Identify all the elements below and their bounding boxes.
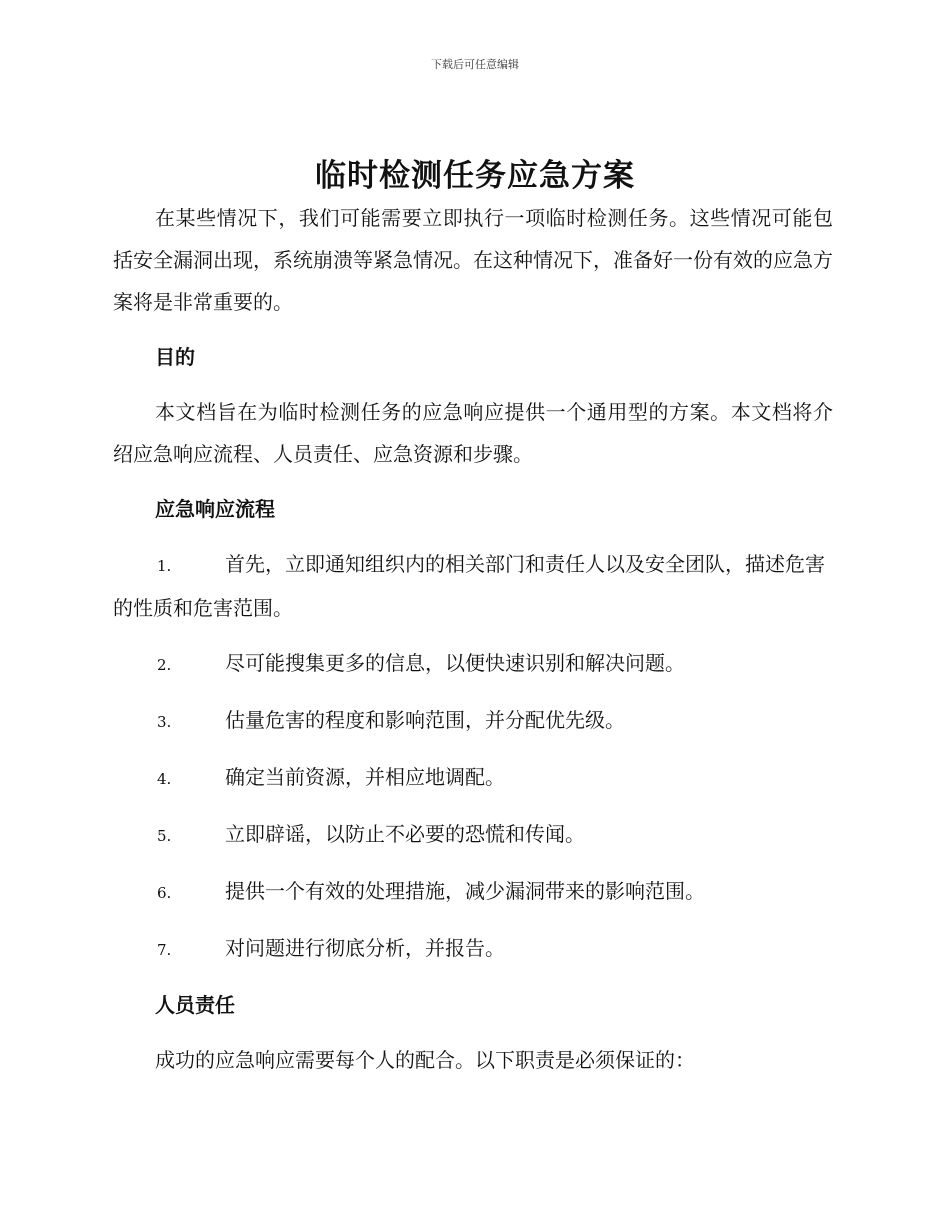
document-title: 临时检测任务应急方案: [315, 158, 635, 194]
section-heading-purpose: 目的: [155, 345, 195, 369]
list-item-number: 7.: [157, 941, 172, 959]
list-item-number: 5.: [157, 827, 172, 845]
list-item-text: 提供一个有效的处理措施，减少漏洞带来的影响范围。: [225, 879, 705, 903]
list-item-text: 立即辟谣，以防止不必要的恐慌和传闻。: [225, 822, 585, 846]
section-heading-responsibility: 人员责任: [155, 993, 235, 1017]
list-item: [113, 756, 833, 800]
list-item-number: 2.: [157, 656, 172, 674]
list-item-text: 确定当前资源，并相应地调配。: [225, 765, 505, 789]
list-item-text: 首先，立即通知组织内的相关部门和责任人以及安全团队，描述危害的性质和危害范围。: [113, 552, 825, 620]
purpose-paragraph: 本文档旨在为临时检测任务的应急响应提供一个通用型的方案。本文档将介绍应急响应流程、人员责任、应急资源和步骤。: [113, 400, 833, 466]
document-body: [113, 197, 833, 1081]
list-item: [113, 642, 833, 686]
list-item: [113, 813, 833, 857]
list-item-number: 3.: [157, 713, 172, 731]
list-item-text: 估量危害的程度和影响范围，并分配优先级。: [225, 708, 625, 732]
intro-paragraph: 在某些情况下，我们可能需要立即执行一项临时检测任务。这些情况可能包括安全漏洞出现，系统崩溃等紧急情况。在这种情况下，准备好一份有效的应急方案将是非常重要的。: [113, 206, 833, 314]
list-item-number: 1.: [157, 557, 172, 575]
process-list: [113, 543, 833, 971]
list-item: [113, 927, 833, 971]
list-item-number: 4.: [157, 770, 172, 788]
list-item-number: 6.: [157, 884, 172, 902]
section-heading-process: 应急响应流程: [155, 497, 275, 521]
list-item: [113, 870, 833, 914]
list-item-text: 尽可能搜集更多的信息，以便快速识别和解决问题。: [225, 651, 685, 675]
header-note: 下载后可任意编辑: [431, 58, 519, 71]
list-item: [113, 699, 833, 743]
list-item: [113, 543, 833, 629]
list-item-text: 对问题进行彻底分析，并报告。: [225, 936, 505, 960]
responsibility-paragraph: 成功的应急响应需要每个人的配合。以下职责是必须保证的：: [155, 1048, 695, 1072]
